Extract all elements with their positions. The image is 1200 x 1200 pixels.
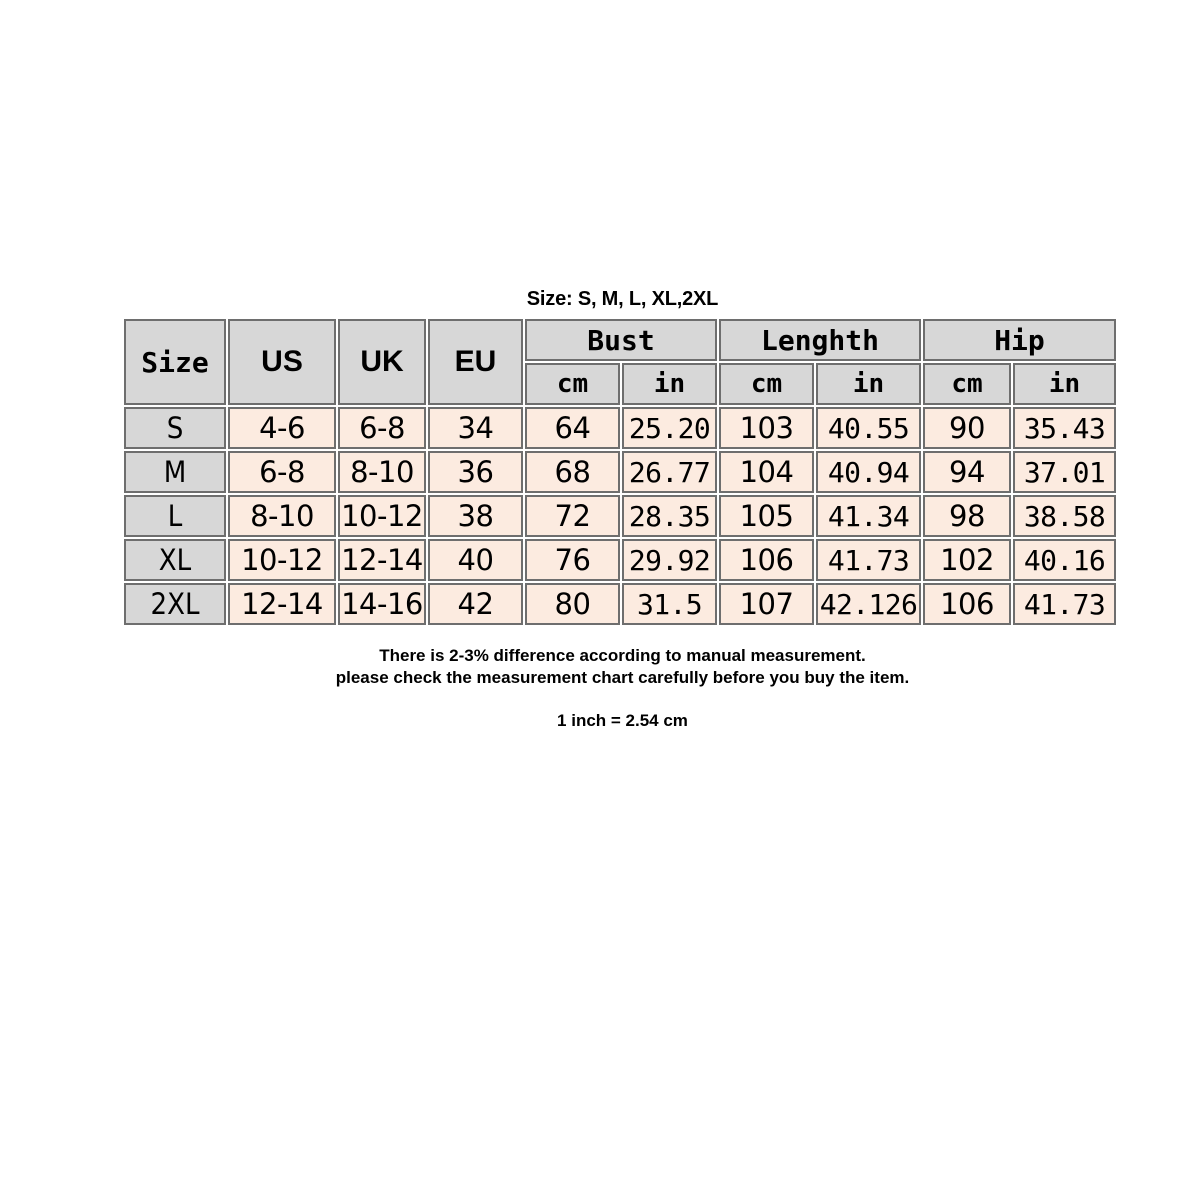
size-chart-title: Size: S, M, L, XL,2XL bbox=[526, 288, 719, 310]
hip-in: 40.16 bbox=[1013, 539, 1116, 581]
bust-cm: 80 bbox=[525, 583, 620, 625]
hip-in: 38.58 bbox=[1013, 495, 1116, 537]
table-row bbox=[124, 539, 1116, 581]
uk-size: 14-16 bbox=[338, 583, 426, 625]
us-size: 6-8 bbox=[228, 451, 336, 493]
us-size: 4-6 bbox=[228, 407, 336, 449]
unit-hip-cm: cm bbox=[923, 363, 1011, 405]
unit-bust-in: in bbox=[622, 363, 717, 405]
hip-cm: 106 bbox=[923, 583, 1011, 625]
header-row-main bbox=[124, 319, 1116, 361]
unit-length-cm: cm bbox=[719, 363, 814, 405]
size-label: S bbox=[124, 407, 226, 449]
uk-size: 12-14 bbox=[338, 539, 426, 581]
table-row bbox=[124, 495, 1116, 537]
eu-size: 38 bbox=[428, 495, 523, 537]
header-size: Size bbox=[124, 319, 226, 405]
length-cm: 103 bbox=[719, 407, 814, 449]
length-in: 42.126 bbox=[816, 583, 921, 625]
length-in: 41.34 bbox=[816, 495, 921, 537]
us-size: 8-10 bbox=[228, 495, 336, 537]
header-length: Lenghth bbox=[719, 319, 921, 361]
header-us: US bbox=[228, 319, 336, 405]
hip-in: 37.01 bbox=[1013, 451, 1116, 493]
header-hip: Hip bbox=[923, 319, 1116, 361]
size-label: XL bbox=[124, 539, 226, 581]
uk-size: 10-12 bbox=[338, 495, 426, 537]
unit-bust-cm: cm bbox=[525, 363, 620, 405]
header-eu: EU bbox=[428, 319, 523, 405]
length-in: 40.94 bbox=[816, 451, 921, 493]
hip-in: 41.73 bbox=[1013, 583, 1116, 625]
bust-in: 26.77 bbox=[622, 451, 717, 493]
bust-cm: 68 bbox=[525, 451, 620, 493]
length-in: 41.73 bbox=[816, 539, 921, 581]
eu-size: 34 bbox=[428, 407, 523, 449]
bust-in: 29.92 bbox=[622, 539, 717, 581]
hip-cm: 90 bbox=[923, 407, 1011, 449]
uk-size: 8-10 bbox=[338, 451, 426, 493]
length-cm: 104 bbox=[719, 451, 814, 493]
hip-cm: 98 bbox=[923, 495, 1011, 537]
bust-cm: 76 bbox=[525, 539, 620, 581]
hip-cm: 102 bbox=[923, 539, 1011, 581]
header-bust: Bust bbox=[525, 319, 717, 361]
unit-hip-in: in bbox=[1013, 363, 1116, 405]
unit-length-in: in bbox=[816, 363, 921, 405]
header-uk: UK bbox=[338, 319, 426, 405]
us-size: 12-14 bbox=[228, 583, 336, 625]
hip-cm: 94 bbox=[923, 451, 1011, 493]
size-chart-table bbox=[122, 317, 1118, 627]
bust-in: 31.5 bbox=[622, 583, 717, 625]
bust-cm: 64 bbox=[525, 407, 620, 449]
measurement-advice: please check the measurement chart carefully before you buy the item. bbox=[335, 668, 910, 687]
bust-in: 25.20 bbox=[622, 407, 717, 449]
measurement-disclaimer: There is 2-3% difference according to manual measurement. bbox=[379, 646, 866, 665]
size-label: 2XL bbox=[124, 583, 226, 625]
bust-in: 28.35 bbox=[622, 495, 717, 537]
eu-size: 42 bbox=[428, 583, 523, 625]
length-cm: 106 bbox=[719, 539, 814, 581]
table-row bbox=[124, 407, 1116, 449]
size-label: L bbox=[124, 495, 226, 537]
table-row bbox=[124, 451, 1116, 493]
uk-size: 6-8 bbox=[338, 407, 426, 449]
us-size: 10-12 bbox=[228, 539, 336, 581]
table-row bbox=[124, 583, 1116, 625]
length-cm: 105 bbox=[719, 495, 814, 537]
unit-conversion-note: 1 inch = 2.54 cm bbox=[557, 711, 688, 730]
eu-size: 40 bbox=[428, 539, 523, 581]
eu-size: 36 bbox=[428, 451, 523, 493]
hip-in: 35.43 bbox=[1013, 407, 1116, 449]
length-cm: 107 bbox=[719, 583, 814, 625]
size-label: M bbox=[124, 451, 226, 493]
length-in: 40.55 bbox=[816, 407, 921, 449]
bust-cm: 72 bbox=[525, 495, 620, 537]
